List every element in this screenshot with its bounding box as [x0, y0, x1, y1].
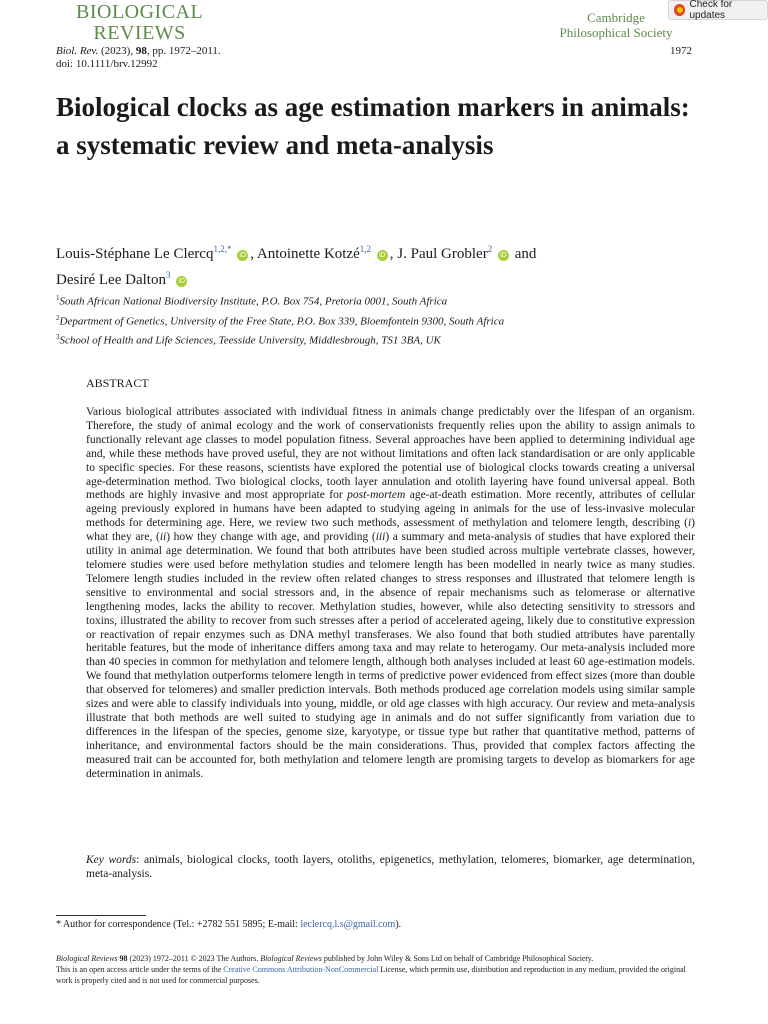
author-separator: , [389, 246, 398, 262]
affiliation-number: 3 [56, 333, 60, 342]
footer-journal: Biological Reviews [56, 954, 118, 963]
page-number: 1972 [670, 45, 692, 57]
citation-line [56, 45, 221, 71]
author-name[interactable]: Antoinette Kotzé [256, 246, 360, 262]
affiliation-text: South African National Biodiversity Institute, P.O. Box 754, Pretoria 0001, South Africa [59, 295, 448, 308]
affiliation-item [56, 310, 504, 330]
citation-volume: 98 [135, 45, 147, 57]
author-name[interactable]: Desiré Lee Dalton [56, 272, 166, 288]
affiliation-item [56, 290, 504, 310]
footer-volume: 98 [117, 954, 128, 963]
journal-name-line1: BIOLOGICAL [76, 1, 204, 23]
orcid-icon[interactable]: iD [237, 250, 248, 261]
check-for-updates-label: Check for updates [689, 0, 733, 21]
article-title: Biological clocks as age estimation markers in animals: a systematic review and meta-analysis [56, 92, 690, 160]
abstract-part: age-at-death estimation. More recently, attributes of cellular ageing previously explored in humans have been adapted to studying ageing in animals for the use of less-invasive molecular methods for determining age. Here, we review two such methods, assessment of methylation and telomere length, describing ( [86, 489, 695, 530]
society-logo [556, 10, 676, 40]
footnote-divider [56, 915, 146, 916]
abstract-italic: iii [375, 531, 386, 544]
citation-journal: Biol. Rev. [56, 45, 99, 57]
orcid-icon[interactable]: iD [176, 276, 187, 287]
footer-journal: Biological Reviews [260, 954, 322, 963]
affiliation-number: 1 [56, 294, 60, 302]
abstract-italic: post-mortem [347, 489, 406, 502]
check-for-updates-button[interactable] [668, 0, 768, 20]
author-list [56, 239, 696, 291]
copyright-footer [56, 953, 696, 986]
copyright-line [56, 953, 696, 964]
author-name[interactable]: Louis-Stéphane Le Clercq [56, 246, 214, 262]
footnote-marker: * [56, 919, 61, 930]
society-name-line1: Cambridge [587, 10, 645, 25]
license-line [56, 964, 696, 986]
author-affiliation-marker: 1,2 [359, 244, 372, 254]
license-link[interactable]: Creative Commons Attribution-NonCommercial [223, 965, 379, 974]
orcid-icon[interactable]: iD [498, 250, 509, 261]
citation-pages: , pp. 1972–2011. [146, 45, 221, 57]
correspondence-footnote [56, 919, 401, 931]
citation-year: (2023), [98, 45, 136, 57]
footer-text: published by John Wiley & Sons Ltd on behalf of Cambridge Philosophical Society. [321, 954, 594, 963]
footer-text: (2023) 1972–2011 © 2023 The Authors. [127, 954, 261, 963]
affiliation-number: 2 [56, 313, 60, 322]
abstract-part: ) how they change with age, and providing ( [166, 531, 376, 544]
society-name-line2: Philosophical Society [559, 25, 673, 40]
affiliation-item [56, 329, 504, 349]
abstract-text [86, 406, 695, 781]
journal-logo [76, 2, 203, 44]
keywords-label: Key words [86, 854, 137, 866]
author-separator: , [250, 246, 257, 262]
email-link[interactable]: leclercq.l.s@gmail.com [300, 919, 396, 930]
license-text: License, which permits use, distribution and reproduction in any medium, provided the original work is properly cited and is not used for commercial purposes. [56, 965, 686, 985]
author-affiliation-marker: 3 [165, 270, 171, 280]
author-separator: and [510, 246, 537, 262]
orcid-icon[interactable]: iD [377, 250, 388, 261]
affiliation-text: Department of Genetics, University of the Free State, P.O. Box 339, Bloemfontein 9300, South Africa [59, 315, 505, 328]
crossmark-icon [674, 4, 685, 16]
license-text: This is an open access article under the terms of the [56, 965, 224, 974]
journal-name-line2: REVIEWS [93, 22, 186, 44]
abstract-italic: i [687, 517, 692, 530]
author-name[interactable]: J. Paul Grobler [397, 246, 488, 262]
author-affiliation-marker: 2 [487, 244, 493, 254]
abstract-part: Various biological attributes associated with individual fitness in animals change predictably over the lifespan of an organism. Therefore, the study of animal ecology and the work of conservationists frequently relies upon the ability to assign animals to functionally relevant age classes to model population fitness. Several approaches have been applied to determining individual age and, while these methods have proved useful, they are not without limitations and often lack standardisation or are only applicable to specific species. For these reasons, scientists have explored the potential use of biological clocks towards creating a universal age-determination method. Two biological clocks, tooth layer annulation and otolith layering have found universal appeal. Both methods are highly invasive and most appropriate for [86, 406, 695, 502]
affiliations [56, 290, 504, 349]
footnote-close: ). [395, 919, 402, 930]
abstract-heading: ABSTRACT [86, 376, 149, 390]
keywords [86, 853, 695, 881]
abstract-part: ) a summary and meta-analysis of studies that have explored their utility in animal age determination. We found that both attributes have been studied across multiple vertebrate classes, however, telomere studies were used before methylation studies and telomere length has been modelled in nearly twice as many studies. Telomere length studies included in the review often related changes to stress responses and illustrated that telomere length is sensitive to environmental and social stressors and, in the absence of repair mechanisms such as telomerase or alternative lengthening modes, lacks the ability to recover. Methylation studies, however, while also detecting sensitivity to stressors and toxins, illustrated the ability to recover from such stresses after a period of accelerated ageing, likely due to constitutive expression or reactivation of repair enzymes such as DNA methyl transferases. We also found that both studied attributes have parentally heritable features, but the mode of inheritance differs among taxa and may relate to heterogamy. Our meta-analysis included more than 40 species in common for methylation and telomere length, although both analyses included at least 60 age-estimation models. We found that methylation outperforms telomere length in terms of predictive power evidenced from effect sizes (more than double that observed for telomeres) and smaller prediction intervals. Both methods produced age correlation models using similar sample sizes and were able to classify individuals into young, middle, or old age classes with high accuracy. Our review and meta-analysis illustrate that both methods are well suited to studying age in animals and do not suffer significantly from variation due to differences in the lifespan of the species, genome size, karyotype, or tissue type but rather that quantitative method, patterns of inheritance, and environmental factors should be the main considerations. Thus, provided that complex factors affecting the measured trait can be accounted for, both methylation and telomere length are promising targets to develop as biomarkers for age determination in animals. [86, 531, 696, 780]
abstract-part: ) what they are, ( [86, 517, 695, 544]
doi: doi: 10.1111/brv.12992 [56, 58, 158, 70]
footnote-text: Author for correspondence (Tel.: +2782 551 5895; E-mail: [61, 919, 301, 930]
affiliation-text: School of Health and Life Sciences, Teesside University, Middlesbrough, TS1 3BA, UK [59, 334, 441, 347]
keywords-list: : animals, biological clocks, tooth layers, otoliths, epigenetics, methylation, telomeres, biomarker, age determination, meta-analysis. [86, 854, 695, 880]
abstract-italic: ii [159, 531, 167, 544]
author-affiliation-marker: 1,2,* [213, 244, 232, 254]
